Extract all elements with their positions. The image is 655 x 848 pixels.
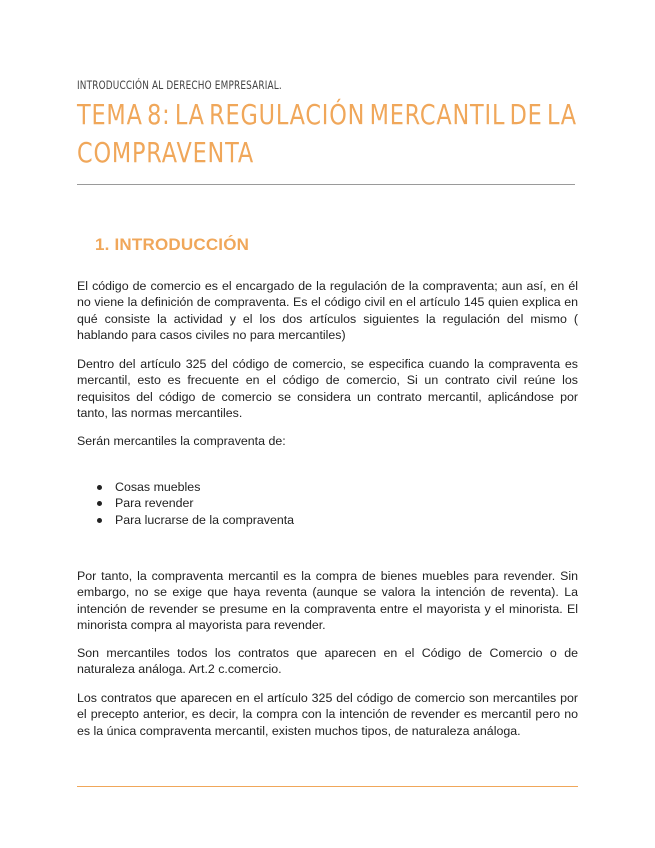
title-line-1: [77, 96, 577, 134]
title-word: LA: [174, 98, 205, 131]
title-word: LA: [547, 98, 577, 131]
title-word: MERCANTIL: [369, 98, 506, 131]
title-word: TEMA: [77, 98, 143, 131]
bullet-list: [77, 479, 294, 528]
paragraph-4: Por tanto, la compraventa mercantil es la compra de bienes muebles para revender. Sin embargo, no se exige que haya reventa (aunque se valora la intención de reventa). La intención de revender se presume en la compraventa entre el mayorista y el minorista. El minorista compra al mayorista para revender.: [77, 569, 578, 633]
paragraph-3: Serán mercantiles la compraventa de:: [77, 434, 286, 448]
title-divider: [77, 184, 575, 185]
bullet-icon: [97, 501, 102, 506]
bullet-icon: [97, 485, 102, 490]
page-title: [77, 96, 578, 172]
paragraph-2: Dentro del artículo 325 del código de comercio, se especifica cuando la compraventa es mercantil, esto es frecuente en el código de comercio, Si un contrato civil reúne los requisitos del código de comercio se considera un contrato mercantil, aplicándose por tanto, las normas mercantiles.: [77, 357, 578, 421]
list-item-label: Cosas muebles: [115, 480, 201, 494]
paragraph-6: Los contratos que aparecen en el artículo 325 del código de comercio son mercantiles por el precepto anterior, es decir, la compra con la intención de revender es mercantil pero no es la única compraventa mercantil, existen muchos tipos, de naturaleza análoga.: [77, 691, 578, 738]
title-word: DE: [509, 98, 543, 131]
footer-divider: [77, 786, 578, 787]
list-item: [77, 495, 294, 511]
list-item: [77, 512, 294, 528]
list-item-label: Para lucrarse de la compraventa: [115, 512, 295, 527]
list-item: [77, 479, 294, 495]
list-item-label: Para revender: [115, 496, 194, 511]
title-word: REGULACIÓN: [209, 98, 366, 131]
title-line-2: COMPRAVENTA: [77, 136, 254, 169]
title-word: 8:: [147, 98, 171, 131]
section-heading: 1. INTRODUCCIÓN: [95, 235, 250, 254]
bullet-icon: [97, 518, 102, 523]
course-label: INTRODUCCIÓN AL DERECHO EMPRESARIAL.: [77, 78, 282, 92]
paragraph-5: Son mercantiles todos los contratos que aparecen en el Código de Comercio o de naturaleza análoga. Art.2 c.comercio.: [77, 646, 578, 677]
paragraph-1: El código de comercio es el encargado de la regulación de la compraventa; aun así, en él no viene la definición de compraventa. Es el código civil en el artículo 145 quien explica en qué consiste la actividad y el los dos artículos siguientes la regulación del mismo ( hablando para casos civiles no para mercantiles): [77, 279, 578, 343]
